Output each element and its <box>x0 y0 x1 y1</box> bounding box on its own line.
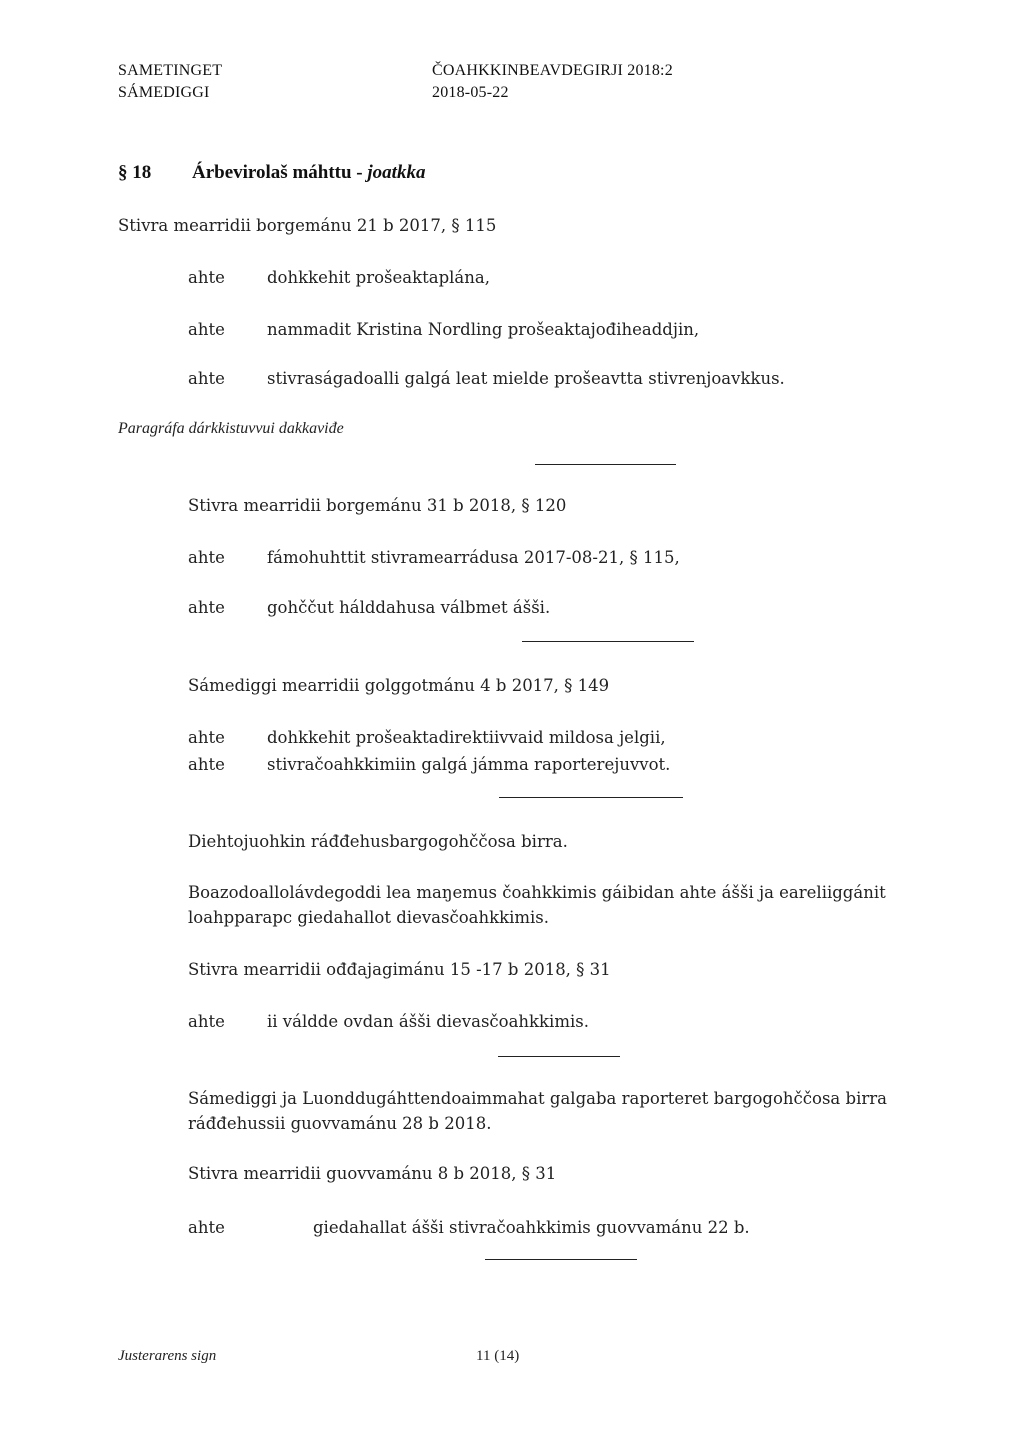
page-number: 11 (14) <box>476 1348 520 1364</box>
section-number: § 18 <box>118 162 152 183</box>
item-text: stivračoahkkimiin galgá jámma raporterejuvvot. <box>267 755 671 774</box>
decision-intro-5: Stivra mearridii guovvamánu 8 b 2018, § 31 <box>188 1164 557 1183</box>
item-label: ahte <box>188 1218 225 1237</box>
decision-intro-2: Stivra mearridii borgemánu 31 b 2018, § 120 <box>188 496 567 515</box>
section-title <box>192 162 425 184</box>
section-title-italic: joatkka <box>367 162 426 183</box>
signature-label: Justerarens sign <box>118 1348 217 1364</box>
divider-line <box>485 1259 637 1260</box>
decision-intro-3: Sámediggi mearridii golggotmánu 4 b 2017, § 149 <box>188 676 610 695</box>
reporting-paragraph <box>188 1086 988 1136</box>
divider-line <box>499 797 683 798</box>
divider-line <box>522 641 694 642</box>
document-title: ČOAHKKINBEAVDEGIRJI 2018:2 <box>432 62 673 79</box>
divider-line <box>535 464 676 465</box>
divider-line <box>498 1056 620 1057</box>
paragraph-note: Paragráfa dárkkistuvvui dakkaviđe <box>118 420 344 437</box>
reporting-paragraph-text: Sámediggi ja Luonddugáhttendoaimmahat galgaba raporteret bargogohččosa birra ráđđehussii guovvamánu 28 b 2018. <box>188 1089 887 1133</box>
item-text: dohkkehit prošeaktaplána, <box>267 268 490 287</box>
item-label: ahte <box>188 320 225 339</box>
item-label: ahte <box>188 755 225 774</box>
item-text: dohkkehit prošeaktadirektiivvaid mildosa jelgii, <box>267 728 666 747</box>
item-label: ahte <box>188 548 225 567</box>
decision-intro-4: Stivra mearridii ođđajagimánu 15 -17 b 2018, § 31 <box>188 960 611 979</box>
item-text: gohččut hálddahusa válbmet ášši. <box>267 598 551 617</box>
document-date: 2018-05-22 <box>432 84 509 101</box>
item-label: ahte <box>188 728 225 747</box>
item-text: ii váldde ovdan ášši dievasčoahkkimis. <box>267 1012 589 1031</box>
item-text: nammadit Kristina Nordling prošeaktajođiheaddjin, <box>267 320 700 339</box>
item-label: ahte <box>188 369 225 388</box>
item-text: giedahallat ášši stivračoahkkimis guovvamánu 22 b. <box>313 1218 750 1237</box>
section-title-main: Árbevirolaš máhttu - <box>192 162 363 183</box>
org-name-swedish: SAMETINGET <box>118 62 223 79</box>
item-label: ahte <box>188 1012 225 1031</box>
item-label: ahte <box>188 268 225 287</box>
item-text: fámohuhttit stivramearrádusa 2017-08-21, § 115, <box>267 548 680 567</box>
item-label: ahte <box>188 598 225 617</box>
committee-paragraph: Boazodoallolávdegoddi lea maŋemus čoahkkimis gáibidan ahte ášši ja eareliiggánit loahpparapc giedahallot dievasčoahkkimis. <box>188 883 886 927</box>
item-text: stivraságadoalli galgá leat mielde prošeavtta stivrenjoavkkus. <box>267 369 785 388</box>
info-paragraph: Diehtojuohkin ráđđehusbargogohččosa birra. <box>188 832 568 851</box>
org-name-sami: SÁMEDIGGI <box>118 84 210 101</box>
decision-intro-1: Stivra mearridii borgemánu 21 b 2017, § 115 <box>118 216 497 235</box>
